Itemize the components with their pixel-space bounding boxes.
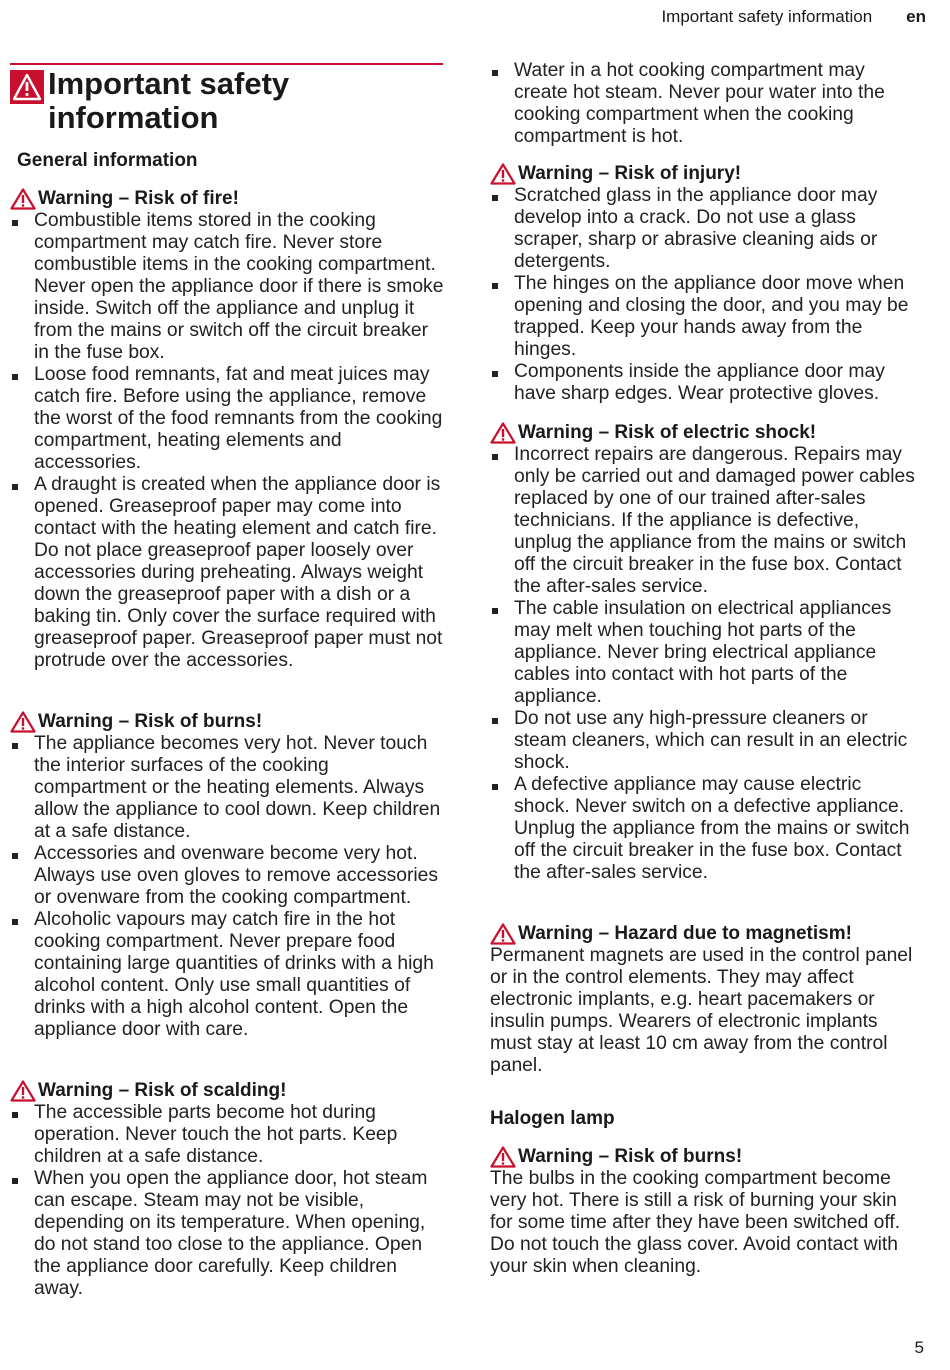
warning-triangle-icon [490,923,516,945]
list-item: Components inside the appliance door may have sharp edges. Wear protective gloves. [490,361,922,405]
scalding-section [10,1080,446,1300]
page-title-block [10,63,443,135]
list-item: When you open the appliance door, hot steam can escape. Steam may not be visible, depending on its temperature. When opening, do not stand too close to the appliance. Open the appliance door carefully. Keep children away. [10,1168,446,1300]
scalding-list [10,1102,446,1300]
fire-section [10,188,446,672]
scalding-list-continued [490,60,922,148]
warning-triangle-icon [10,188,36,210]
warning-triangle-icon [490,1146,516,1168]
burns-warning: Warning – Risk of burns! [10,711,446,733]
list-item: A defective appliance may cause electric shock. Never switch on a defective appliance. Unplug the appliance from the mains or switch off the circuit breaker in the fuse box. Contact the after-sales service. [490,774,922,884]
magnetism-warning: Warning – Hazard due to magnetism! [490,923,922,945]
injury-warning: Warning – Risk of injury! [490,163,922,185]
halogen-section [490,1146,922,1278]
burns-list [10,733,446,1041]
magnetism-section [490,923,922,1077]
warning-triangle-icon [10,70,44,104]
scalding-warning: Warning – Risk of scalding! [10,1080,446,1102]
injury-section [490,163,922,405]
list-item: Combustible items stored in the cooking compartment may catch fire. Never store combustible items in the cooking compartment. Never open the appliance door if there is smoke inside. Switch off the appliance and unplug it from the mains or switch off the circuit breaker in the fuse box. [10,210,446,364]
warning-triangle-icon [490,422,516,444]
shock-list [490,444,922,884]
warning-triangle-icon [10,1080,36,1102]
list-item: Alcoholic vapours may catch fire in the hot cooking compartment. Never prepare food containing large quantities of drinks with a high alcohol content. Only use small quantities of drinks with a high alcohol content. Open the appliance door with care. [10,909,446,1041]
header-language: en [906,7,926,26]
halogen-text: The bulbs in the cooking compartment become very hot. There is still a risk of burning your skin for some time after they have been switched off. Do not touch the glass cover. Avoid contact with your skin when cleaning. [490,1168,901,1277]
list-item: Do not use any high-pressure cleaners or steam cleaners, which can result in an electric shock. [490,708,922,774]
general-information-heading: General information [17,150,198,171]
list-item: Scratched glass in the appliance door may develop into a crack. Do not use a glass scraper, sharp or abrasive cleaning aids or detergents. [490,185,922,273]
list-item: A draught is created when the appliance door is opened. Greaseproof paper may come into contact with the heating element and catch fire. Do not place greaseproof paper loosely over accessories during preheating. Always weight down the greaseproof paper with a dish or a baking tin. Only cover the surface required with greaseproof paper. Greaseproof paper must not protrude over the accessories. [10,474,446,672]
halogen-lamp-heading: Halogen lamp [490,1108,615,1129]
list-item: The cable insulation on electrical appliances may melt when touching hot parts of the appliance. Never bring electrical appliance cables into contact with hot parts of the appliance. [490,598,922,708]
fire-list [10,210,446,672]
warning-triangle-icon [490,163,516,185]
halogen-warning: Warning – Risk of burns! [490,1146,922,1168]
shock-section [490,422,922,884]
list-item: Water in a hot cooking compartment may create hot steam. Never pour water into the cooking compartment when the cooking compartment is hot. [490,60,922,148]
fire-warning: Warning – Risk of fire! [10,188,446,210]
burns-section [10,711,446,1041]
list-item: The hinges on the appliance door move when opening and closing the door, and you may be trapped. Keep your hands away from the hinges. [490,273,922,361]
shock-warning: Warning – Risk of electric shock! [490,422,922,444]
running-header [661,7,926,27]
list-item: The appliance becomes very hot. Never touch the interior surfaces of the cooking compartment or the heating elements. Always allow the appliance to cool down. Keep children at a safe distance. [10,733,446,843]
list-item: Accessories and ovenware become very hot. Always use oven gloves to remove accessories or ovenware from the cooking compartment. [10,843,446,909]
list-item: Loose food remnants, fat and meat juices may catch fire. Before using the appliance, remove the worst of the food remnants from the cooking compartment, heating elements and accessories. [10,364,446,474]
list-item: Incorrect repairs are dangerous. Repairs may only be carried out and damaged power cables replaced by one of our trained after-sales technicians. If the appliance is defective, unplug the appliance from the mains or switch off the circuit breaker in the fuse box. Contact the after-sales service. [490,444,922,598]
warning-triangle-icon [10,711,36,733]
page-title: Important safety information [48,66,290,135]
magnetism-text: Permanent magnets are used in the control panel or in the control elements. They may affect electronic implants, e.g. heart pacemakers or insulin pumps. Wearers of electronic implants must stay at least 10 cm away from the control panel. [490,945,913,1076]
list-item: The accessible parts become hot during operation. Never touch the hot parts. Keep children at a safe distance. [10,1102,446,1168]
page-number: 5 [914,1338,924,1357]
injury-list [490,185,922,405]
header-section-title: Important safety information [661,7,873,26]
